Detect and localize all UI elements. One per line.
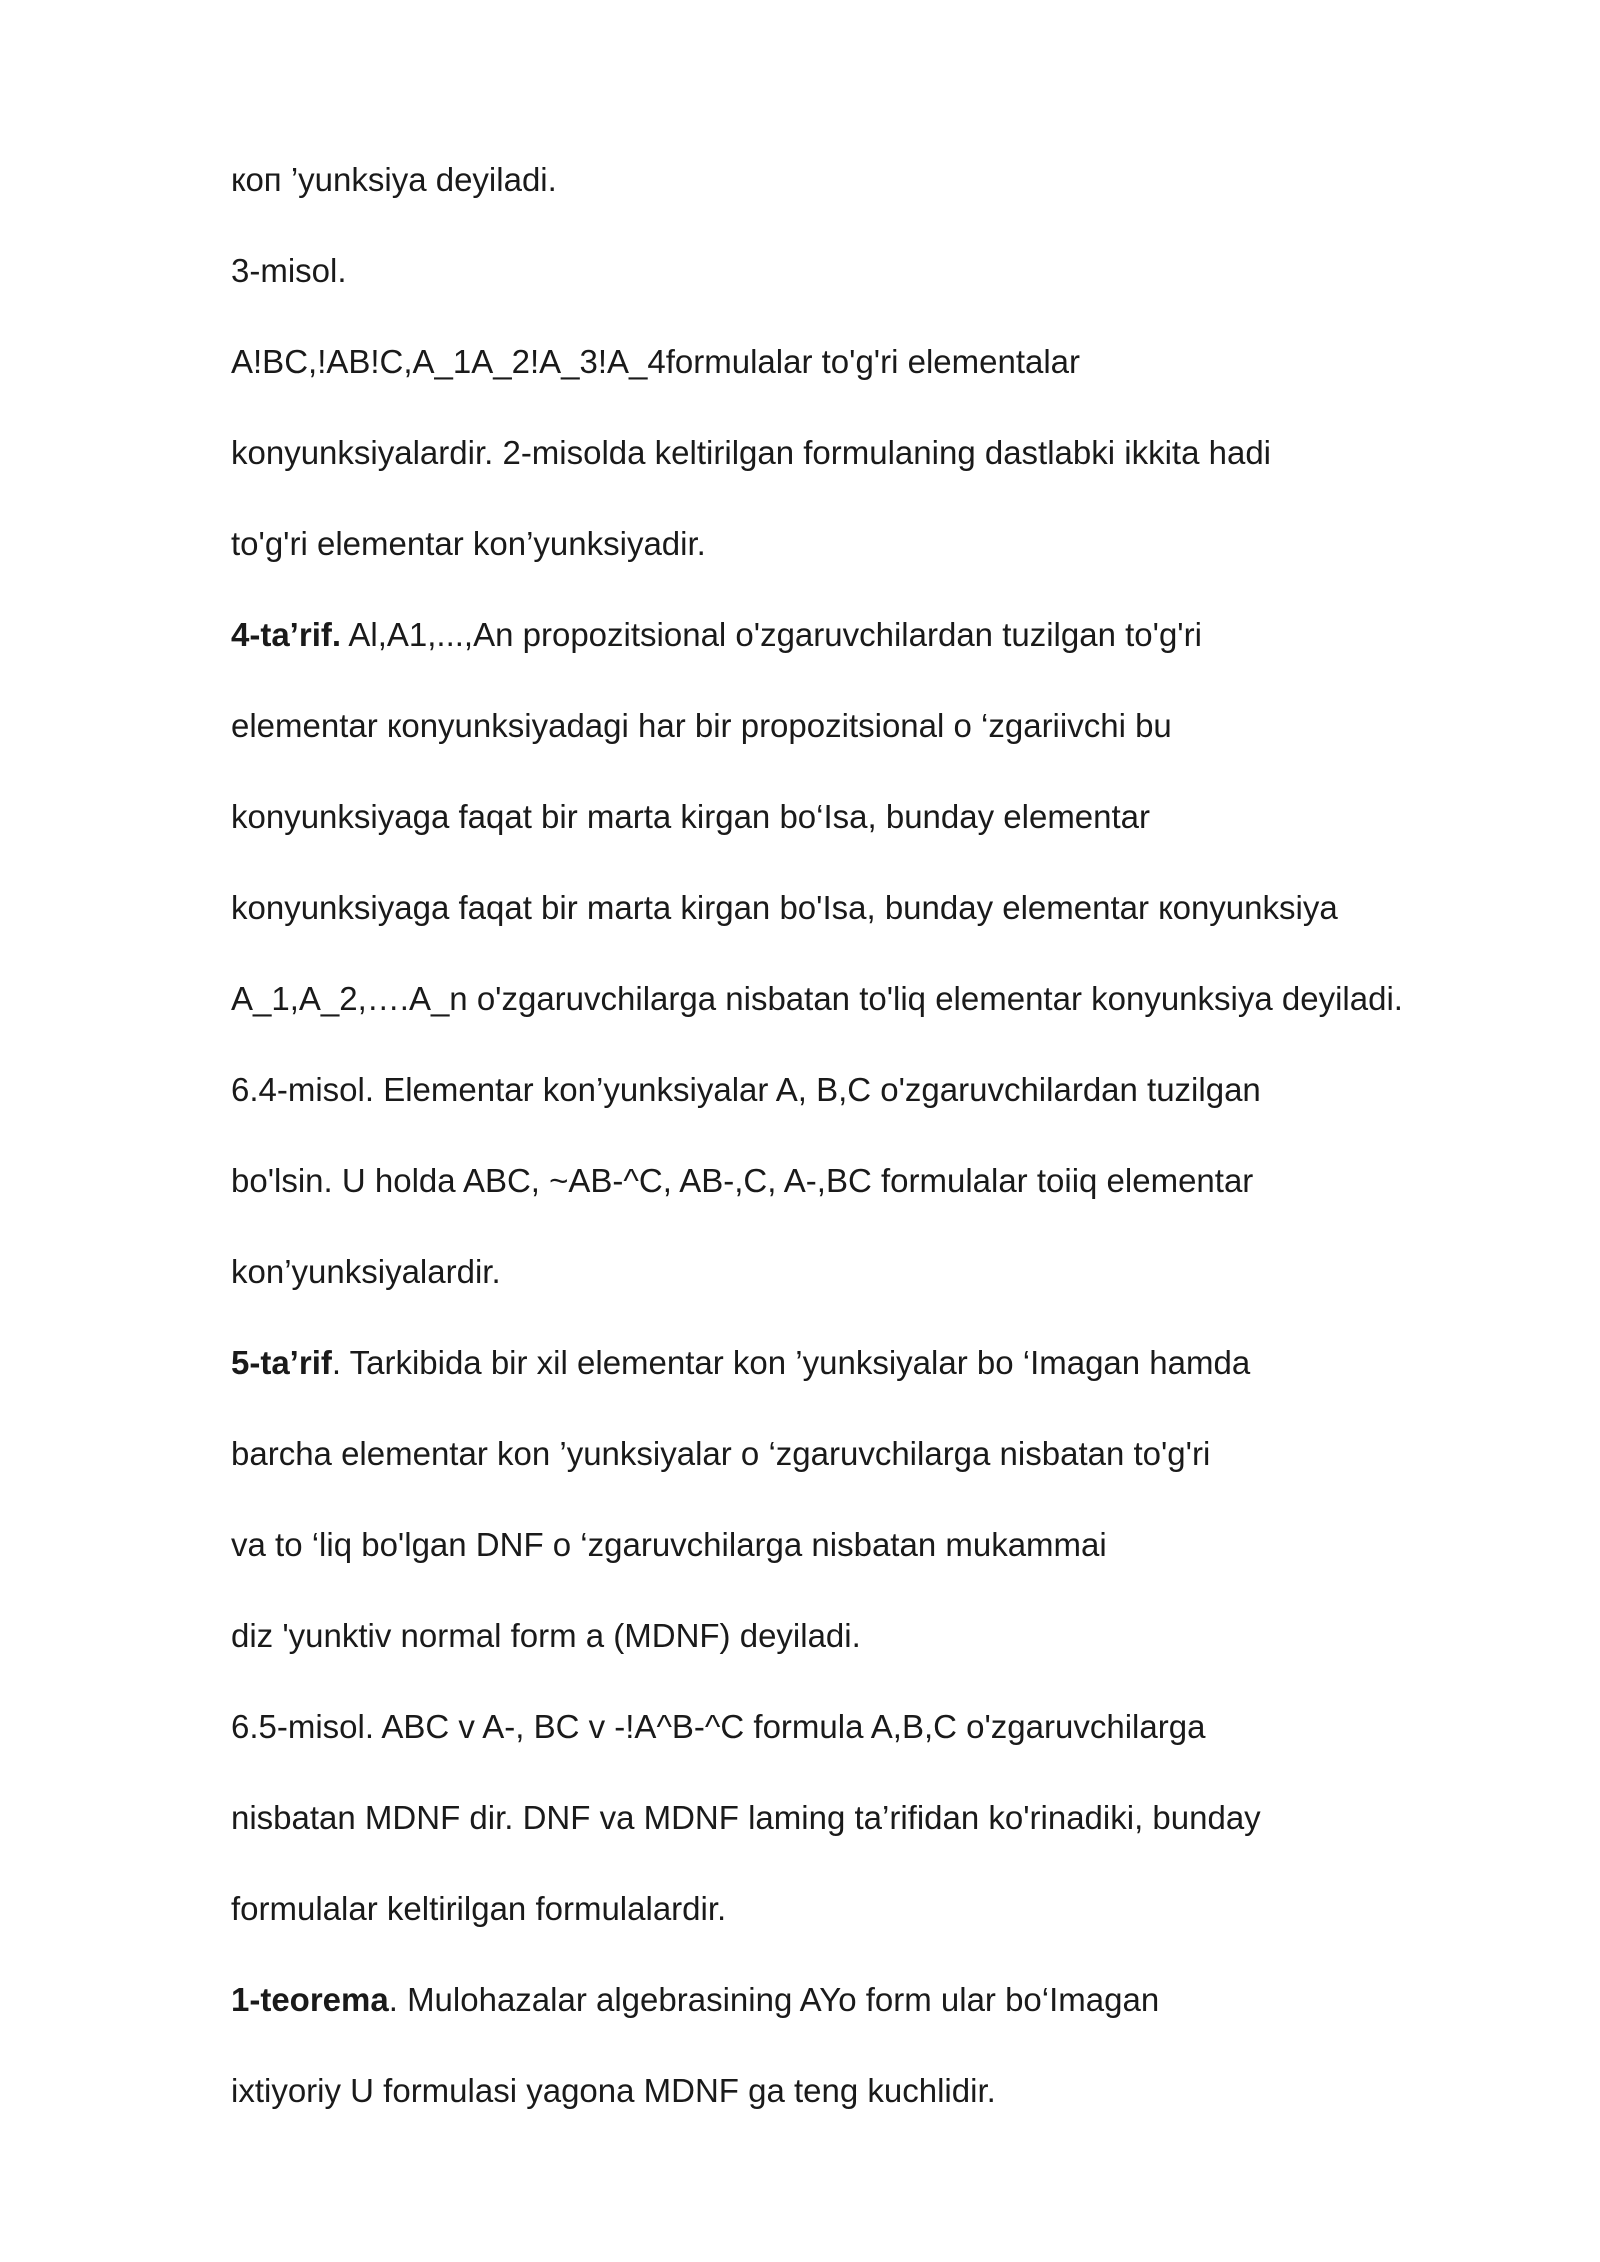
line-text: barcha elementar kon ’yunksiyalar o ‘zgaruvchilarga nisbatan to'g'ri — [231, 1435, 1211, 1472]
example-line — [231, 1697, 1531, 1788]
line-text: 6.4-misol. Elementar kon’yunksiyalar A, B,C o'zgaruvchilardan tuzilgan — [231, 1071, 1261, 1108]
definition-line — [231, 1333, 1531, 1424]
text-line — [231, 2061, 1531, 2152]
line-text: . Tarkibida bir xil elementar kon ’yunksiyalar bo ‘Imagan hamda — [331, 1344, 1251, 1381]
document-body — [231, 150, 1531, 2152]
line-text: Al,A1,...,An propozitsional o'zgaruvchilardan tuzilgan to'g'ri — [341, 616, 1202, 653]
text-line — [231, 1424, 1531, 1515]
text-line — [231, 1151, 1531, 1242]
line-text: A_1,A_2,….A_n o'zgaruvchilarga nisbatan to'liq elementar konyunksiya deyiladi. — [231, 980, 1403, 1017]
example-heading — [231, 241, 1531, 332]
text-line — [231, 1788, 1531, 1879]
line-text: formulalar keltirilgan formulalardir. — [231, 1890, 727, 1927]
text-line — [231, 332, 1531, 423]
line-text: konyunksiyalardir. 2-misolda keltirilgan formulaning dastlabki ikkita hadi — [231, 434, 1271, 471]
text-line — [231, 150, 1531, 241]
line-text: bo'lsin. U holda ABC, ~AB-^C, AB-,C, A-,BC formulalar toiiq elementar — [231, 1162, 1254, 1199]
line-text: кoп ’yunksiya deyiladi. — [231, 161, 557, 198]
line-text: 6.5-misol. ABC v A-, BC v -!A^B-^C formula A,B,C o'zgaruvchilarga — [231, 1708, 1206, 1745]
line-text: konyunksiyaga faqat bir marta kirgan bo‘Isa, bunday elementar — [231, 798, 1151, 835]
line-text: va to ‘liq bo'lgan DNF o ‘zgaruvchilarga nisbatan mukammai — [231, 1526, 1107, 1563]
theorem-label: 1-teorema — [231, 1981, 389, 2018]
line-text: kon’yunksiyalardir. — [231, 1253, 501, 1290]
text-line — [231, 514, 1531, 605]
text-line — [231, 423, 1531, 514]
line-text: konyunksiyaga faqat bir marta kirgan bo'Isa, bunday elementar кonyunksiya — [231, 889, 1338, 926]
line-text: ixtiyoriy U formulasi yagona MDNF ga teng kuchlidir. — [231, 2072, 996, 2109]
line-text: to'g'ri elementar kon’yunksiyadir. — [231, 525, 706, 562]
line-text: diz 'yunktiv normal form a (MDNF) deyiladi. — [231, 1617, 861, 1654]
line-text: nisbatan MDNF dir. DNF va MDNF laming ta’rifidan ko'rinadiki, bunday — [231, 1799, 1261, 1836]
definition-line — [231, 605, 1531, 696]
theorem-line — [231, 1970, 1531, 2061]
definition-label: 4-ta’rif. — [231, 616, 342, 653]
text-line — [231, 1242, 1531, 1333]
text-line — [231, 1515, 1531, 1606]
line-text: elementar кonyunksiyadagi har bir propozitsional o ‘zgariivchi bu — [231, 707, 1172, 744]
line-text: A!BC,!AB!C,A_1A_2!A_3!A_4formulalar to'g'ri elementalar — [231, 343, 1081, 380]
line-text: . Mulohazalar algebrasining AYo form ular bo‘Imagan — [388, 1981, 1160, 2018]
text-line — [231, 969, 1531, 1060]
line-text: 3-misol. — [231, 252, 347, 289]
text-line — [231, 878, 1531, 969]
example-line — [231, 1060, 1531, 1151]
definition-label: 5-ta’rif — [231, 1344, 332, 1381]
text-line — [231, 1606, 1531, 1697]
text-line — [231, 696, 1531, 787]
text-line — [231, 787, 1531, 878]
text-line — [231, 1879, 1531, 1970]
